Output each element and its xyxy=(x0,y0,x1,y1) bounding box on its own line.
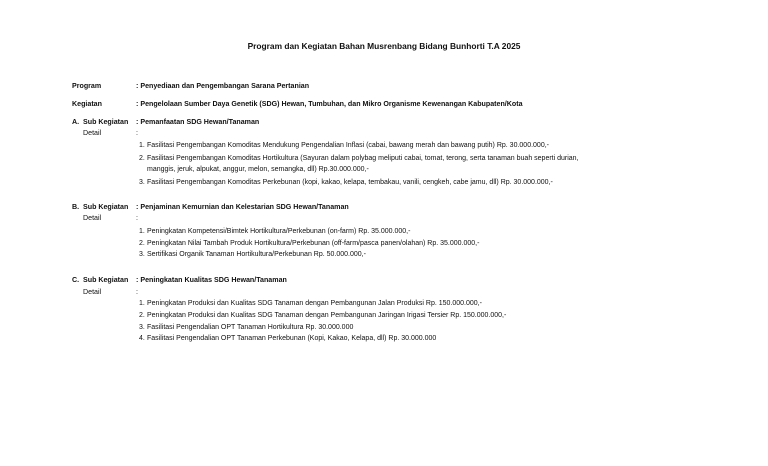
detail-colon: : xyxy=(136,288,138,296)
sub-kegiatan-label: Sub Kegiatan xyxy=(83,118,129,126)
sub-kegiatan-value: : Pemanfaatan SDG Hewan/Tanaman xyxy=(136,118,260,126)
list-item: 1. Fasilitasi Pengembangan Komoditas Mendukung Pengendalian Inflasi (cabai, bawang merah dan bawang putih) Rp. 30.000.000,- xyxy=(139,142,549,149)
list-item: 3. Fasilitasi Pengembangan Komoditas Perkebunan (kopi, kakao, kelapa, tembakau, vanili, cengkeh, cabe jamu, dll) Rp. 30.000.000,- xyxy=(139,179,553,186)
document-title: Program dan Kegiatan Bahan Musrenbang Bidang Bunhorti T.A 2025 xyxy=(247,41,521,51)
detail-label: Detail xyxy=(83,129,102,137)
section-letter: B. xyxy=(72,203,80,211)
program-value: : Penyediaan dan Pengembangan Sarana Pertanian xyxy=(136,82,310,90)
list-item: 2. Peningkatan Nilai Tambah Produk Hortikultura/Perkebunan (off-farm/pasca panen/olahan) Rp. 35.000.000,- xyxy=(139,240,480,247)
sub-kegiatan-label: Sub Kegiatan xyxy=(83,276,129,284)
list-item-continuation: manggis, jeruk, alpukat, anggur, melon, semangka, dll) Rp.30.000.000,- xyxy=(147,166,369,173)
sub-kegiatan-value: : Peningkatan Kualitas SDG Hewan/Tanaman xyxy=(136,276,287,284)
list-item: 1. Peningkatan Kompetensi/Bimtek Hortikultura/Perkebunan (on-farm) Rp. 35.000.000,- xyxy=(139,228,411,235)
list-item: 2. Fasilitasi Pengembangan Komoditas Hortikultura (Sayuran dalam polybag meliputi cabai, tomat, terong, serta tanaman buah seperti durian, xyxy=(139,155,579,162)
detail-label: Detail xyxy=(83,214,102,222)
sub-kegiatan-label: Sub Kegiatan xyxy=(83,203,129,211)
detail-label: Detail xyxy=(83,288,102,296)
kegiatan-label: Kegiatan xyxy=(72,100,102,108)
sub-kegiatan-value: : Penjaminan Kemurnian dan Kelestarian SDG Hewan/Tanaman xyxy=(136,203,349,211)
section-letter: C. xyxy=(72,276,80,284)
list-item: 2. Peningkatan Produksi dan Kualitas SDG Tanaman dengan Pembangunan Jaringan Irigasi Tersier Rp. 150.000.000,- xyxy=(139,312,507,319)
list-item: 3. Fasilitasi Pengendalian OPT Tanaman Hortikultura Rp. 30.000.000 xyxy=(139,324,354,331)
section-letter: A. xyxy=(72,118,80,126)
kegiatan-value: : Pengelolaan Sumber Daya Genetik (SDG) Hewan, Tumbuhan, dan Mikro Organisme Kewenangan Kabupaten/Kota xyxy=(136,100,523,108)
program-label: Program xyxy=(72,82,102,90)
detail-colon: : xyxy=(136,129,138,137)
list-item: 1. Peningkatan Produksi dan Kualitas SDG Tanaman dengan Pembangunan Jalan Produksi Rp. 150.000.000,- xyxy=(139,300,482,307)
list-item: 3. Sertifikasi Organik Tanaman Hortikultura/Perkebunan Rp. 50.000.000,- xyxy=(139,251,366,258)
detail-colon: : xyxy=(136,214,138,222)
list-item: 4. Fasilitasi Pengendalian OPT Tanaman Perkebunan (Kopi, Kakao, Kelapa, dll) Rp. 30.000.000 xyxy=(139,335,437,342)
